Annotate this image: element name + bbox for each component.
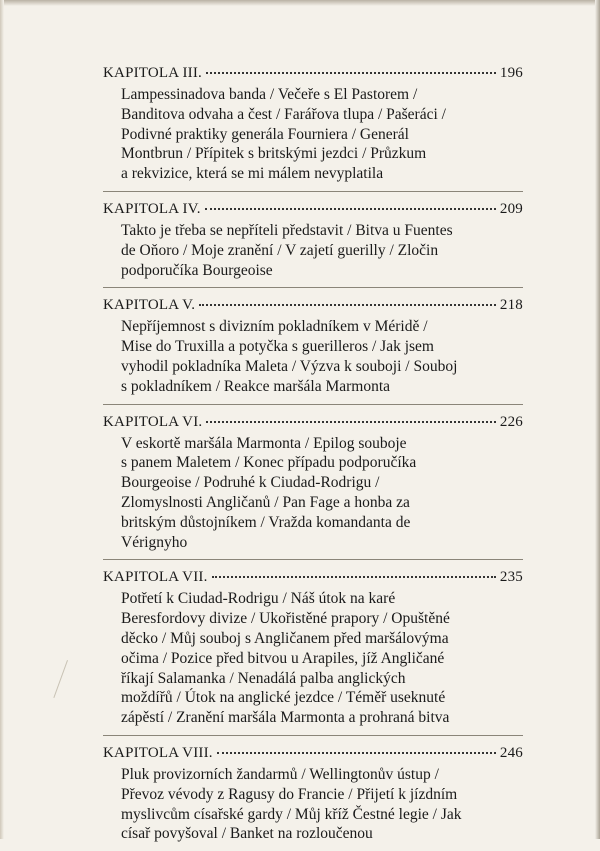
chapter-title: KAPITOLA III. [103,65,202,81]
summary-line: de Oňoro / Moje zranění / V zajetí guerilly / Zločin [121,241,439,259]
chapter-entry [103,559,523,735]
summary-line: Banditova odvaha a čest / Farářova tlupa / Pašeráci / [121,105,446,123]
page-number: 209 [499,200,523,217]
chapter-title: KAPITOLA V. [103,297,196,314]
chapter-entry [103,287,523,403]
page-right-edge [595,0,600,839]
chapter-heading [103,568,523,587]
summary-line: Potřetí k Ciudad-Rodrigu / Náš útok na karé [121,590,396,608]
chapter-summary [121,434,523,553]
chapter-summary [121,765,523,844]
summary-line: Beresfordovy divize / Ukořistěné prapory / Opuštěné [121,610,450,628]
summary-line: Montbrun / Přípitek s britskými jezdci / Průzkum [121,145,427,163]
page-number: 218 [499,297,523,314]
dot-leader [217,752,496,754]
summary-line: vyhodil pokladníka Maleta / Výzva k souboji / Souboj [121,357,458,375]
chapter-title: KAPITOLA IV. [103,200,201,217]
chapter-heading [103,296,523,315]
summary-line: Lampessinadova banda / Večeře s El Pastorem / [121,86,418,103]
summary-line: podporučíka Bourgeoise [121,261,273,279]
summary-line: císař povyšoval / Banket na rozloučenou [121,825,373,843]
summary-line: zápěstí / Zranění maršála Marmonta a prohraná bitva [121,709,450,727]
page-number: 226 [499,413,523,430]
chapter-entry [103,64,523,191]
summary-line: s panem Maletem / Konec případu podporučíka [121,454,417,472]
dot-leader [206,421,496,423]
page-number: 235 [499,569,523,586]
chapter-title: KAPITOLA VI. [103,413,203,430]
page-number: 196 [499,65,523,81]
dot-leader [205,208,496,210]
table-of-contents [103,64,523,851]
paper-mark [53,660,73,700]
chapter-heading [103,64,523,83]
chapter-heading [103,413,523,432]
summary-line: Vérignyho [121,533,188,551]
summary-line: myslivcům císařské gardy / Můj kříž Čestné legie / Jak [121,805,462,823]
summary-line: Podivné praktiky generála Fourniera / Generál [121,125,409,143]
page-number: 246 [499,744,523,761]
summary-line: a rekvizice, která se mi málem nevyplatila [121,165,384,183]
summary-line: s pokladníkem / Reakce maršála Marmonta [121,377,391,395]
chapter-summary [121,317,523,396]
page-top-edge [0,0,600,6]
chapter-entry [103,404,523,560]
chapter-summary [121,589,523,728]
chapter-entry [103,191,523,287]
chapter-title: KAPITOLA VIII. [103,744,213,761]
summary-line: Nepříjemnost s divizním pokladníkem v Méridě / [121,318,428,336]
dot-leader [212,576,496,578]
dot-leader [206,72,496,74]
dot-leader [199,304,496,306]
summary-line: Bourgeoise / Podruhé k Ciudad-Rodrigu / [121,474,380,492]
summary-line: Pluk provizorních žandarmů / Wellingtonův ústup / [121,765,439,783]
summary-line: moždířů / Útok na anglické jezdce / Téměř useknuté [121,689,446,707]
chapter-heading [103,744,523,763]
page-left-edge [0,0,4,839]
summary-line: britským důstojníkem / Vražda komandanta de [121,513,411,531]
summary-line: Zlomyslnosti Angličanů / Pan Fage a honba za [121,493,410,511]
summary-line: Mise do Truxilla a potyčka s guerilleros / Jak jsem [121,338,434,356]
summary-line: Takto je třeba se nepříteli představit / Bitva u Fuentes [121,221,453,239]
summary-line: děcko / Můj souboj s Angličanem před maršálovýma [121,629,449,647]
chapter-summary [121,221,523,280]
chapter-title: KAPITOLA VII. [103,569,208,586]
summary-line: Převoz vévody z Ragusy do Francie / Přijetí k jízdním [121,785,458,803]
chapter-summary [121,85,523,184]
chapter-entry [103,735,523,851]
summary-line: říkají Salamanka / Nenadálá palba anglických [121,669,406,687]
summary-line: očima / Pozice před bitvou u Arapiles, jíž Angličané [121,649,445,667]
summary-line: V eskortě maršála Marmonta / Epilog souboje [121,434,407,452]
chapter-heading [103,200,523,219]
